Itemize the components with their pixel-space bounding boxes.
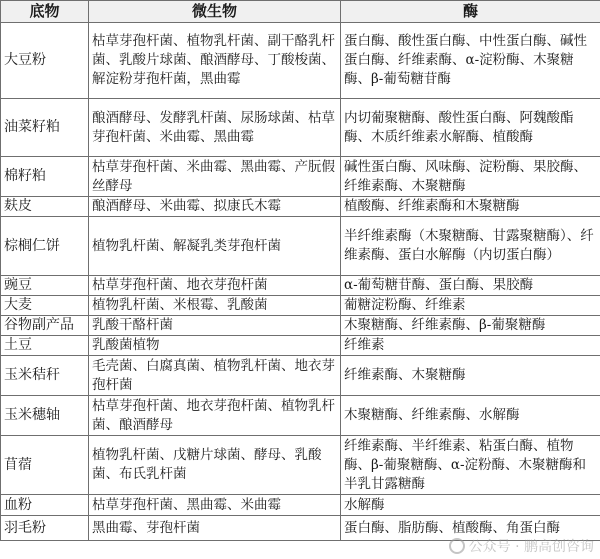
header-enzyme: 酶 <box>341 1 600 23</box>
header-substrate: 底物 <box>1 1 89 23</box>
substrate-cell: 大麦 <box>1 296 89 316</box>
table-row <box>1 217 600 276</box>
enzyme-cell: 内切葡聚糖酶、酸性蛋白酶、阿魏酸酯酶、木质纤维素水解酶、植酸酶 <box>341 99 600 157</box>
microbe-cell: 枯草芽孢杆菌、黑曲霉、米曲霉 <box>89 495 341 516</box>
table-row <box>1 516 600 541</box>
enzyme-cell: 植酸酶、纤维素酶和木聚糖酶 <box>341 197 600 217</box>
table-row <box>1 356 600 396</box>
microbe-cell: 植物乳杆菌、戊糖片球菌、酵母、乳酸菌、布氏乳杆菌 <box>89 436 341 495</box>
table-row <box>1 316 600 336</box>
table-header-row <box>1 1 600 23</box>
microbe-cell: 乳酸菌植物 <box>89 336 341 356</box>
enzyme-cell: 蛋白酶、酸性蛋白酶、中性蛋白酶、碱性蛋白酶、纤维素酶、α-淀粉酶、木聚糖酶、β-葡萄糖苷酶 <box>341 23 600 99</box>
enzyme-cell: 木聚糖酶、纤维素酶、水解酶 <box>341 396 600 436</box>
table-row <box>1 99 600 157</box>
substrate-cell: 玉米秸秆 <box>1 356 89 396</box>
table-row <box>1 336 600 356</box>
enzyme-cell: 纤维素 <box>341 336 600 356</box>
table-row <box>1 23 600 99</box>
table-row <box>1 396 600 436</box>
microbe-cell: 酿酒酵母、发酵乳杆菌、尿肠球菌、枯草芽孢杆菌、米曲霉、黑曲霉 <box>89 99 341 157</box>
enzyme-cell: 纤维素酶、半纤维素、粘蛋白酶、植物酶、β-葡聚糖酶、α-淀粉酶、木聚糖酶和半乳甘露糖酶 <box>341 436 600 495</box>
substrate-cell: 棉籽粕 <box>1 157 89 197</box>
substrate-cell: 油菜籽粕 <box>1 99 89 157</box>
enzyme-cell: 纤维素酶、木聚糖酶 <box>341 356 600 396</box>
table-row <box>1 495 600 516</box>
substrate-cell: 谷物副产品 <box>1 316 89 336</box>
substrate-cell: 羽毛粉 <box>1 516 89 541</box>
microbe-cell: 枯草芽孢杆菌、地衣芽孢杆菌、植物乳杆菌、酿酒酵母 <box>89 396 341 436</box>
microbe-cell: 植物乳杆菌、米根霉、乳酸菌 <box>89 296 341 316</box>
substrate-cell: 大豆粉 <box>1 23 89 99</box>
header-microbe: 微生物 <box>89 1 341 23</box>
enzyme-cell: 水解酶 <box>341 495 600 516</box>
table-row <box>1 197 600 217</box>
substrate-cell: 苜蓿 <box>1 436 89 495</box>
table-row <box>1 296 600 316</box>
microbe-cell: 枯草芽孢杆菌、米曲霉、黑曲霉、产朊假丝酵母 <box>89 157 341 197</box>
enzyme-cell: 蛋白酶、脂肪酶、植酸酶、角蛋白酶 <box>341 516 600 541</box>
table-row <box>1 276 600 296</box>
substrate-cell: 棕榈仁饼 <box>1 217 89 276</box>
microbe-cell: 酿酒酵母、米曲霉、拟康氏木霉 <box>89 197 341 217</box>
substrate-cell: 玉米穗轴 <box>1 396 89 436</box>
substrate-cell: 麸皮 <box>1 197 89 217</box>
microbe-cell: 枯草芽孢杆菌、植物乳杆菌、副干酪乳杆菌、乳酸片球菌、酿酒酵母、丁酸梭菌、解淀粉芽孢杆菌，黑曲霉 <box>89 23 341 99</box>
enzyme-cell: 碱性蛋白酶、风味酶、淀粉酶、果胶酶、纤维素酶、木聚糖酶 <box>341 157 600 197</box>
microbe-cell: 植物乳杆菌、解凝乳类芽孢杆菌 <box>89 217 341 276</box>
enzyme-cell: 半纤维素酶（木聚糖酶、甘露聚糖酶）、纤维素酶、蛋白水解酶（内切蛋白酶） <box>341 217 600 276</box>
enzyme-cell: 木聚糖酶、纤维素酶、β-葡聚糖酶 <box>341 316 600 336</box>
table-row <box>1 157 600 197</box>
substrate-cell: 血粉 <box>1 495 89 516</box>
enzyme-cell: α-葡萄糖苷酶、蛋白酶、果胶酶 <box>341 276 600 296</box>
microbe-cell: 枯草芽孢杆菌、地衣芽孢杆菌 <box>89 276 341 296</box>
watermark-text: 公众号 · 鹏高创咨询 <box>468 539 594 555</box>
microbe-cell: 毛壳菌、白腐真菌、植物乳杆菌、地衣芽孢杆菌 <box>89 356 341 396</box>
enzyme-cell: 葡糖淀粉酶、纤维素 <box>341 296 600 316</box>
microbe-cell: 乳酸干酪杆菌 <box>89 316 341 336</box>
substrate-cell: 豌豆 <box>1 276 89 296</box>
table-row <box>1 436 600 495</box>
substrate-cell: 土豆 <box>1 336 89 356</box>
microbe-cell: 黑曲霉、芽孢杆菌 <box>89 516 341 541</box>
